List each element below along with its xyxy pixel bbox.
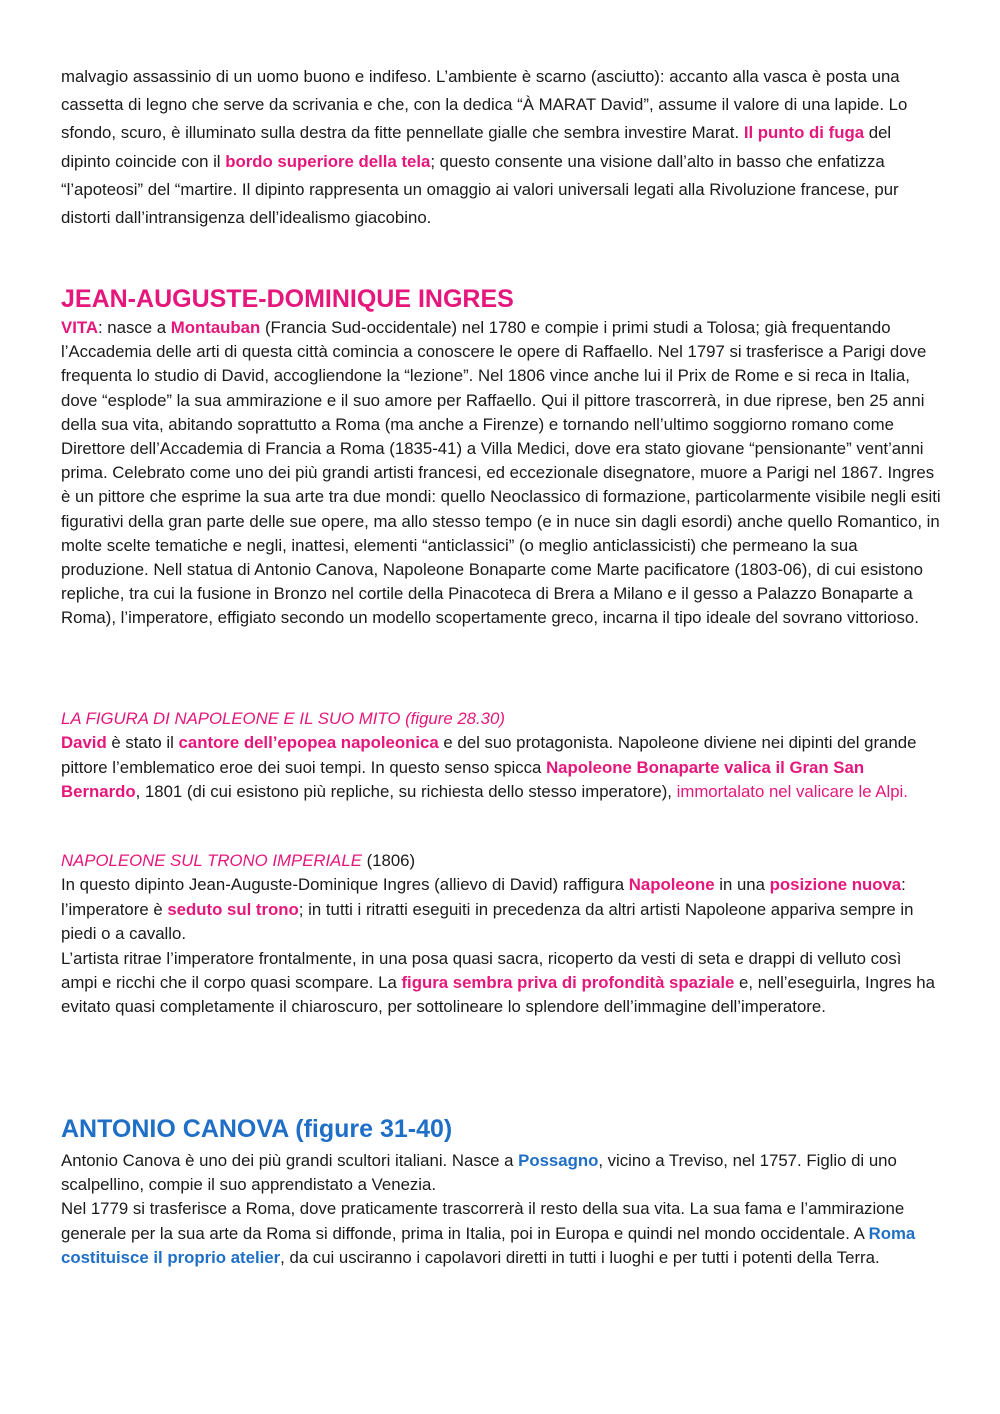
canova-text-3: Nel 1779 si trasferisce a Roma, dove praticamente trascorrerà il resto della sua vita. La sua fama e l’ammirazione generale per la sua arte da Roma si diffonde, prima in Italia, poi in Europa e quindi nel mondo occidentale. A (61, 1199, 905, 1243)
mito-text-2: e del suo protagonista. Napoleone diviene nei dipinti del grande pittore l’emblematico eroe dei suoi tempi. In questo senso spicca (61, 733, 917, 777)
trono-highlight-seduto: seduto sul trono (167, 899, 299, 919)
mito-text-1: è stato il (111, 733, 174, 753)
ingres-heading: JEAN-AUGUSTE-DOMINIQUE INGRES (61, 285, 514, 313)
napoleone-mito-section (61, 707, 941, 805)
intro-text-1: malvagio assassinio di un uomo buono e indifeso. L’ambiente è scarno (asciutto): accanto alla vasca è posta una cassetta di legno che serve da scrivania e che, con la dedica “À MARAT David”, assume il valore di una lapide. Lo sfondo, scuro, è illuminato sulla destra da fitte pennellate gialle che sembra investire Marat. (61, 67, 908, 143)
intro-paragraph (61, 63, 941, 232)
intro-text-2: del dipinto coincide con il (61, 123, 892, 171)
intro-text-3: ; questo consente una visione dall’alto in basso che enfatizza “l’apoteosi” del “martire. Il dipinto rappresenta un omaggio ai valori universali legati alla Rivoluzione francese, pur distorti dall’intransigenza dell’idealismo giacobino. (61, 151, 899, 228)
napoleone-trono-paragraph-1 (61, 873, 941, 946)
intro-highlight-punto-di-fuga: Il punto di fuga (743, 123, 865, 143)
napoleone-trono-section (61, 849, 941, 1020)
trono-text-1: In questo dipinto Jean-Auguste-Dominique Ingres (allievo di David) raffigura (61, 875, 625, 895)
mito-highlight-alpi: immortalato nel valicare le Alpi. (676, 782, 908, 802)
trono-text-4: ; in tutti i ritratti eseguiti in precedenza da altri artisti Napoleone appariva sempre in piedi o a cavallo. (61, 899, 914, 944)
canova-section (61, 1149, 941, 1270)
mito-highlight-david: David (61, 733, 107, 753)
napoleone-mito-paragraph (61, 731, 941, 804)
ingres-vita-paragraph (61, 316, 941, 631)
trono-text-5: L’artista ritrae l’imperatore frontalmente, in una posa quasi sacra, ricoperto da vesti di seta e drappi di velluto così ampi e ricchi che il corpo quasi scompare. La (61, 948, 902, 993)
canova-heading: ANTONIO CANOVA (figure 31-40) (61, 1115, 453, 1143)
mito-highlight-gran-san-bernardo: Napoleone Bonaparte valica il Gran San Bernardo (61, 757, 865, 802)
mito-text-3: , 1801 (di cui esistono più repliche, su richiesta dello stesso imperatore), (135, 782, 672, 802)
trono-highlight-figura: figura sembra priva di profondità spaziale (401, 973, 735, 993)
ingres-text-1: : nasce a (97, 318, 167, 337)
ingres-text-2: (Francia Sud-occidentale) nel 1780 e compie i primi studi a Tolosa; già frequentando l’Accademia delle arti di questa città comincia a conoscere le opere di Raffaello. Nel 1797 si trasferisce a Parigi dove frequenta lo studio di David, accogliendone la “lezione”. Nel 1806 vince anche lui il Prix de Rome e si reca in Italia, dove “esplode” la sua ammirazione e il suo amore per Raffaello. Qui il pittore trascorrerà, in due riprese, ben 25 anni della sua vita, abitando soprattutto a Roma (ma anche a Firenze) e tornando nell’ultimo soggiorno romano come Direttore dell’Accademia di Francia a Roma (1835-41) a Villa Medici, dove era stato giovane “pensionante” vent’anni prima. Celebrato come uno dei più grandi artisti francesi, ed eccezionale disegnatore, muore a Parigi nel 1867. Ingres è un pittore che esprime la sua arte tra due mondi: quello Neoclassico di formazione, particolarmente visibile negli esiti figurativi della gran parte delle sue opere, ma allo stesso tempo (e in nuce sin dagli esordi) anche quello Romantico, in molte scelte tematiche e negli, inattesi, elementi “anticlassici” (o meglio anticlassicisti) che permeano la sua produzione. Nell statua di Antonio Canova, Napoleone Bonaparte come Marte pacificatore (1803-06), di cui esistono repliche, tra cui la fusione in Bronzo nel cortile della Pinacoteca di Brera a Milano e il gesso a Palazzo Bonaparte a Roma), l’imperatore, effigiato secondo un modello scopertamente greco, incarna il tipo ideale del sovrano vittorioso. (61, 318, 941, 628)
trono-text-6: e, nell’eseguirla, Ingres ha evitato quasi completamente il chiaroscuro, per sottolineare lo splendore dell’immagine dell’imperatore. (61, 973, 935, 1017)
canova-highlight-atelier: Roma costituisce il proprio atelier (61, 1223, 916, 1267)
canova-text-1: Antonio Canova è uno dei più grandi scultori italiani. Nasce a (61, 1151, 514, 1170)
napoleone-trono-paragraph-2 (61, 947, 941, 1020)
canova-paragraph-2 (61, 1197, 941, 1270)
trono-highlight-napoleone: Napoleone (628, 875, 715, 895)
trono-title: NAPOLEONE SUL TRONO IMPERIALE (61, 851, 362, 870)
canova-paragraph-1 (61, 1149, 941, 1197)
trono-text-2: in una (719, 875, 765, 895)
vita-label: VITA (61, 318, 98, 337)
canova-text-2: , vicino a Treviso, nel 1757. Figlio di uno scalpellino, compie il suo apprendistato a Venezia. (61, 1151, 897, 1195)
ingres-highlight-montauban: Montauban (170, 318, 261, 337)
mito-highlight-cantore: cantore dell’epopea napoleonica (178, 733, 439, 753)
trono-highlight-posizione: posizione nuova (769, 875, 902, 895)
trono-text-3: : l’imperatore è (61, 875, 906, 919)
canova-highlight-possagno: Possagno (518, 1151, 599, 1170)
intro-highlight-bordo: bordo superiore della tela (225, 151, 431, 171)
napoleone-mito-subheading: LA FIGURA DI NAPOLEONE E IL SUO MITO (figure 28.30) (61, 709, 505, 728)
napoleone-trono-subheading (61, 849, 941, 873)
canova-text-4: , da cui usciranno i capolavori diretti in tutti i luoghi e per tutti i potenti della Terra. (280, 1247, 880, 1267)
trono-year: (1806) (366, 851, 416, 870)
